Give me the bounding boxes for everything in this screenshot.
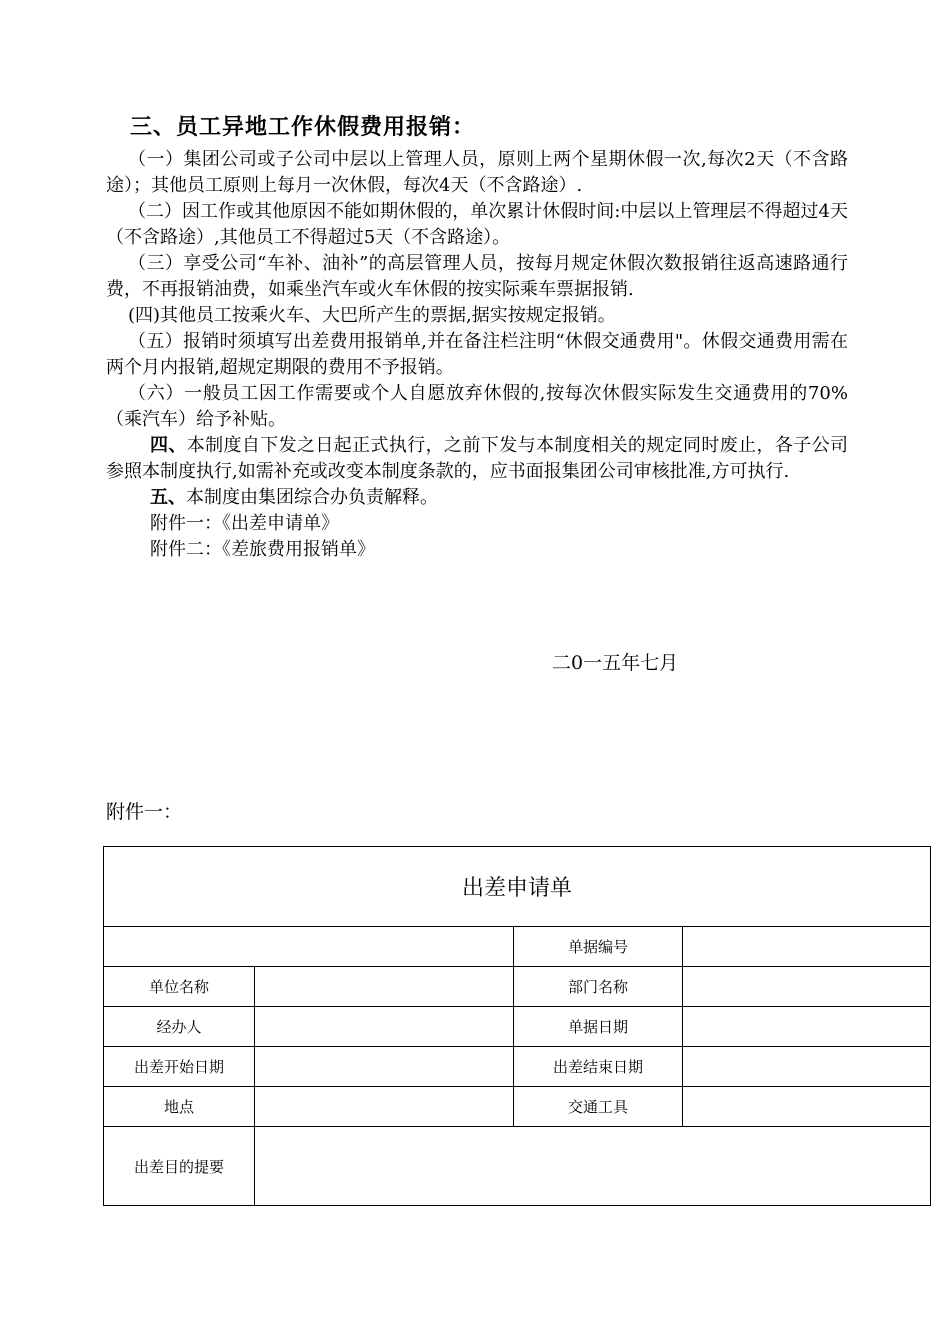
transport-field[interactable]: [683, 1087, 931, 1127]
doc-date-label: 单据日期: [514, 1007, 683, 1047]
form-blank-cell[interactable]: [104, 927, 514, 967]
form-title: 出差申请单: [104, 847, 931, 927]
policy-body: [106, 147, 848, 563]
paragraph-2: （二）因工作或其他原因不能如期休假的，单次累计休假时间:中层以上管理层不得超过4天（不含路途）,其他员工不得超过5天（不含路途）。: [106, 201, 848, 248]
paragraph-4: (四)其他员工按乘火车、大巴所产生的票据,据实按规定报销。: [128, 305, 616, 326]
start-date-field[interactable]: [255, 1047, 514, 1087]
location-label: 地点: [104, 1087, 255, 1127]
attachment-2-ref: 附件二：《差旅费用报销单》: [150, 539, 375, 560]
travel-request-form: [103, 846, 931, 1206]
start-date-label: 出差开始日期: [104, 1047, 255, 1087]
purpose-field[interactable]: [255, 1127, 931, 1206]
handler-field[interactable]: [255, 1007, 514, 1047]
paragraph-7: [106, 433, 848, 485]
doc-number-field[interactable]: [683, 927, 931, 967]
paragraph-8-lead: 五、: [150, 487, 186, 508]
unit-name-field[interactable]: [255, 967, 514, 1007]
purpose-label: 出差目的提要: [104, 1127, 255, 1206]
department-field[interactable]: [683, 967, 931, 1007]
unit-name-label: 单位名称: [104, 967, 255, 1007]
section-heading: 三、员工异地工作休假费用报销：: [130, 115, 476, 140]
transport-label: 交通工具: [514, 1087, 683, 1127]
paragraph-7-text: 本制度自下发之日起正式执行，之前下发与本制度相关的规定同时废止，各子公司参照本制度执行,如需补充或改变本制度条款的，应书面报集团公司审核批准,方可执行.: [106, 435, 849, 482]
end-date-label: 出差结束日期: [514, 1047, 683, 1087]
doc-number-label: 单据编号: [514, 927, 683, 967]
location-field[interactable]: [255, 1087, 514, 1127]
paragraph-5: （五）报销时须填写出差费用报销单,并在备注栏注明“休假交通费用"。休假交通费用需在两个月内报销,超规定期限的费用不予报销。: [106, 331, 848, 378]
paragraph-8-text: 本制度由集团综合办负责解释。: [186, 487, 438, 508]
attachment-label: 附件一：: [106, 801, 183, 823]
paragraph-7-lead: 四、: [150, 435, 187, 456]
document-date: 二0一五年七月: [552, 652, 679, 674]
paragraph-6: （六）一般员工因工作需要或个人自愿放弃休假的,按每次休假实际发生交通费用的70%（乘汽车）给予补贴。: [106, 383, 848, 430]
doc-date-field[interactable]: [683, 1007, 931, 1047]
end-date-field[interactable]: [683, 1047, 931, 1087]
paragraph-8: [106, 485, 848, 511]
department-label: 部门名称: [514, 967, 683, 1007]
paragraph-3: （三）享受公司“车补、油补”的高层管理人员，按每月规定休假次数报销往返高速路通行费，不再报销油费，如乘坐汽车或火车休假的按实际乘车票据报销.: [106, 253, 848, 300]
attachment-1-ref: 附件一：《出差申请单》: [150, 513, 339, 534]
paragraph-1: （一）集团公司或子公司中层以上管理人员，原则上两个星期休假一次,每次2天（不含路途）；其他员工原则上每月一次休假，每次4天（不含路途）.: [106, 149, 848, 196]
handler-label: 经办人: [104, 1007, 255, 1047]
